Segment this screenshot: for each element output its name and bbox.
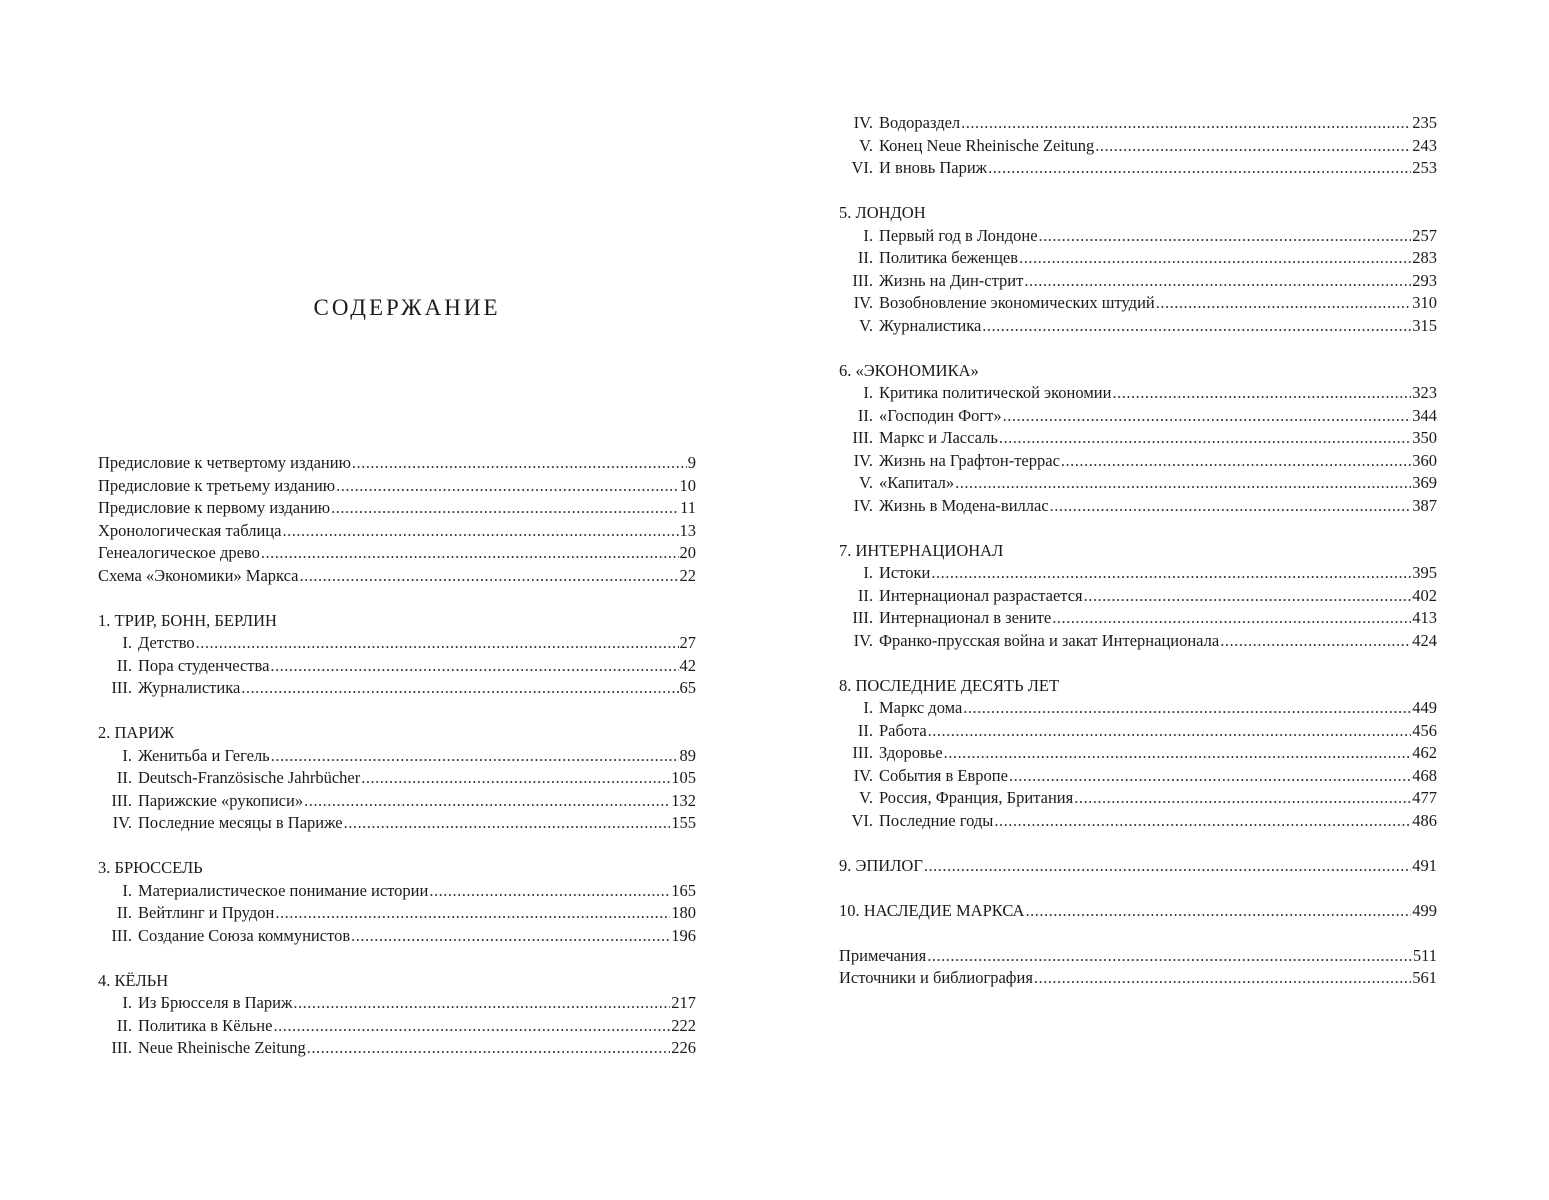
page-number: 222	[671, 1015, 696, 1035]
dot-leader	[1025, 900, 1411, 923]
toc-entry[interactable]	[839, 247, 1437, 270]
entry-label: Создание Союза коммунистов	[138, 925, 351, 945]
entry-label: Предисловие к первому изданию	[98, 498, 331, 517]
section-number: II.	[857, 248, 873, 267]
page-number: 369	[1412, 473, 1437, 492]
toc-entry[interactable]	[839, 315, 1437, 338]
dot-leader	[270, 655, 678, 678]
page-number: 468	[1412, 765, 1437, 785]
dot-leader	[1112, 382, 1411, 405]
entry-label: Материалистическое понимание истории	[138, 880, 429, 900]
dot-leader	[307, 1037, 671, 1060]
entry-label: Жизнь на Графтон-террас	[879, 450, 1060, 470]
dot-leader	[1156, 292, 1412, 315]
end-chapter-group	[839, 900, 1437, 923]
dot-leader	[927, 945, 1412, 968]
page-number: 42	[679, 655, 696, 675]
section-number: II.	[116, 1015, 132, 1035]
toc-entry[interactable]	[98, 812, 696, 835]
toc-entry[interactable]	[98, 677, 696, 700]
section-number: III.	[111, 1038, 132, 1057]
dot-leader	[1024, 270, 1411, 293]
page-title: СОДЕРЖАНИЕ	[313, 295, 501, 320]
page-number: 499	[1412, 900, 1437, 920]
section-number: III.	[852, 270, 873, 290]
dot-leader	[261, 542, 679, 565]
end-chapter-group	[839, 855, 1437, 878]
toc-entry[interactable]	[98, 925, 696, 948]
page-number: 13	[679, 520, 696, 540]
section-number: II.	[857, 720, 873, 740]
page-number: 9	[687, 453, 696, 472]
dot-leader	[275, 902, 670, 925]
dot-leader	[1084, 585, 1412, 608]
section-number: V.	[859, 315, 873, 335]
dot-leader	[241, 677, 678, 700]
section-number: IV.	[853, 630, 873, 650]
chapter-group	[839, 112, 1437, 180]
chapter-heading[interactable]: 8. ПОСЛЕДНИЕ ДЕСЯТЬ ЛЕТ	[839, 675, 1060, 695]
section-number: V.	[859, 473, 873, 492]
toc-entry[interactable]	[839, 157, 1437, 180]
section-number: IV.	[853, 293, 873, 312]
dot-leader	[293, 992, 670, 1015]
toc-entry[interactable]	[98, 992, 696, 1015]
entry-label: Из Брюсселя в Париж	[138, 993, 293, 1012]
toc-entry[interactable]	[98, 1037, 696, 1060]
dot-leader	[351, 925, 670, 948]
page-number: 395	[1412, 563, 1437, 582]
dot-leader	[999, 427, 1411, 450]
entry-label: Последние месяцы в Париже	[138, 813, 343, 832]
chapter-group	[839, 360, 1437, 518]
entry-label: Neue Rheinische Zeitung	[138, 1038, 306, 1057]
chapter-group	[839, 202, 1437, 337]
toc-entry[interactable]	[839, 900, 1437, 923]
entry-label: Deutsch-Französische Jahrbücher	[138, 768, 361, 787]
entry-label: Россия, Франция, Британия	[879, 788, 1074, 807]
entry-label: Политика беженцев	[879, 248, 1019, 267]
page-number: 315	[1412, 315, 1437, 335]
dot-leader	[994, 810, 1411, 833]
toc-entry[interactable]	[839, 382, 1437, 405]
toc-entry[interactable]	[839, 562, 1437, 585]
section-number: V.	[859, 788, 873, 807]
toc-entry[interactable]	[839, 270, 1437, 293]
page-number: 180	[671, 903, 696, 922]
page-number: 20	[679, 543, 696, 562]
chapter-heading[interactable]: 7. ИНТЕРНАЦИОНАЛ	[839, 540, 1004, 560]
toc-entry[interactable]	[839, 472, 1437, 495]
toc-entry[interactable]	[98, 745, 696, 768]
entry-label: «Господин Фогт»	[879, 405, 1002, 425]
page-number: 226	[671, 1038, 696, 1057]
page-number: 449	[1412, 698, 1437, 717]
section-number: IV.	[112, 813, 132, 832]
dot-leader	[1009, 765, 1411, 788]
page-number: 561	[1412, 968, 1437, 987]
back-matter-group	[839, 945, 1437, 990]
entry-label: Генеалогическое древо	[98, 543, 260, 562]
toc-entry[interactable]	[98, 520, 696, 543]
page-number: 511	[1412, 945, 1437, 965]
dot-leader	[1052, 607, 1411, 630]
toc-entry[interactable]	[839, 630, 1437, 653]
dot-leader	[1061, 450, 1411, 473]
toc-entry[interactable]	[839, 225, 1437, 248]
entry-label: События в Европе	[879, 765, 1008, 785]
toc-entry[interactable]	[98, 565, 696, 588]
section-number: II.	[857, 585, 873, 605]
section-number: IV.	[853, 113, 873, 132]
chapter-heading[interactable]: 5. ЛОНДОН	[839, 203, 926, 222]
section-number: III.	[111, 678, 132, 697]
entry-label: Источники и библиография	[839, 968, 1033, 987]
entry-label: Интернационал разрастается	[879, 585, 1083, 605]
dot-leader	[928, 720, 1412, 743]
section-number: I.	[863, 383, 873, 402]
toc-entry[interactable]	[839, 697, 1437, 720]
chapter-heading[interactable]: 4. КЁЛЬН	[98, 970, 169, 990]
entry-label: Возобновление экономических штудий	[879, 293, 1155, 312]
page-number: 310	[1412, 293, 1437, 312]
entry-label: Хронологическая таблица	[98, 520, 282, 540]
page-number: 217	[671, 993, 696, 1012]
section-number: I.	[122, 880, 132, 900]
toc-entry[interactable]	[98, 632, 696, 655]
section-number: VI.	[851, 158, 873, 177]
page-number: 424	[1412, 630, 1437, 650]
section-number: III.	[111, 925, 132, 945]
toc-entry[interactable]	[839, 810, 1437, 833]
dot-leader	[352, 452, 687, 475]
section-number: III.	[111, 790, 132, 810]
page-number: 491	[1412, 855, 1437, 875]
dot-leader	[361, 767, 670, 790]
page-number: 456	[1412, 720, 1437, 740]
entry-label: Примечания	[839, 945, 927, 965]
dot-leader	[304, 790, 670, 813]
entry-label: Франко-прусская война и закат Интернационала	[879, 630, 1220, 650]
section-number: I.	[122, 745, 132, 765]
page-number: 235	[1412, 113, 1437, 132]
page-number: 243	[1412, 135, 1437, 155]
entry-label: 9. ЭПИЛОГ	[839, 855, 923, 875]
toc-entry[interactable]	[98, 790, 696, 813]
dot-leader	[1095, 135, 1411, 158]
toc-entry[interactable]	[839, 450, 1437, 473]
dot-leader	[931, 562, 1411, 585]
toc-entry[interactable]	[839, 855, 1437, 878]
section-number: VI.	[851, 810, 873, 830]
section-number: II.	[116, 768, 132, 787]
chapter-heading[interactable]: 1. ТРИР, БОНН, БЕРЛИН	[98, 610, 277, 630]
dot-leader	[1074, 787, 1411, 810]
entry-label: Предисловие к третьему изданию	[98, 475, 336, 495]
dot-leader	[1039, 225, 1412, 248]
page-number: 11	[680, 498, 696, 517]
section-number: III.	[852, 428, 873, 447]
toc-entry[interactable]	[98, 542, 696, 565]
page-number: 132	[671, 790, 696, 810]
dot-leader	[196, 632, 679, 655]
dot-leader	[282, 520, 678, 543]
dot-leader	[1220, 630, 1411, 653]
entry-label: Парижские «рукописи»	[138, 790, 304, 810]
toc-entry[interactable]	[839, 945, 1437, 968]
page-number: 65	[679, 678, 696, 697]
toc-entry[interactable]	[839, 585, 1437, 608]
page-number: 105	[671, 768, 696, 787]
section-number: I.	[122, 993, 132, 1012]
page-number: 89	[679, 745, 696, 765]
entry-label: Женитьба и Гегель	[138, 745, 270, 765]
page-number: 387	[1412, 495, 1437, 515]
dot-leader	[961, 112, 1411, 135]
toc-entry[interactable]	[839, 742, 1437, 765]
toc-entry[interactable]	[839, 405, 1437, 428]
toc-entry[interactable]	[98, 767, 696, 790]
page-number: 257	[1412, 225, 1437, 245]
page-number: 486	[1412, 810, 1437, 830]
section-number: I.	[863, 563, 873, 582]
dot-leader	[331, 497, 679, 520]
dot-leader	[963, 697, 1411, 720]
chapter-group	[839, 540, 1437, 653]
page-number: 477	[1412, 788, 1437, 807]
entry-label: Критика политической экономии	[879, 383, 1112, 402]
entry-label: Истоки	[879, 563, 931, 582]
chapter-group	[98, 857, 696, 947]
entry-label: Вейтлинг и Прудон	[138, 903, 275, 922]
section-number: III.	[852, 608, 873, 627]
entry-label: Жизнь в Модена-виллас	[879, 495, 1049, 515]
section-number: IV.	[853, 765, 873, 785]
dot-leader	[271, 745, 679, 768]
entry-label: Политика в Кёльне	[138, 1015, 273, 1035]
dot-leader	[1003, 405, 1412, 428]
chapter-group	[98, 722, 696, 835]
toc-entry[interactable]	[839, 607, 1437, 630]
front-matter-group	[98, 452, 696, 587]
toc-entry[interactable]	[98, 497, 696, 520]
dot-leader	[1034, 967, 1411, 990]
page-number: 196	[671, 925, 696, 945]
page-number: 323	[1412, 383, 1437, 402]
page-number: 253	[1412, 158, 1437, 177]
entry-label: Детство	[138, 633, 195, 652]
toc-left-list	[98, 452, 696, 1082]
toc-entry[interactable]	[98, 1015, 696, 1038]
entry-label: Жизнь на Дин-стрит	[879, 270, 1024, 290]
entry-label: Первый год в Лондоне	[879, 225, 1038, 245]
toc-entry[interactable]	[98, 655, 696, 678]
toc-entry[interactable]	[839, 427, 1437, 450]
chapter-heading[interactable]: 6. «ЭКОНОМИКА»	[839, 360, 979, 380]
page-number: 22	[679, 565, 696, 585]
dot-leader	[944, 742, 1412, 765]
toc-entry[interactable]	[839, 495, 1437, 518]
dot-leader	[924, 855, 1411, 878]
entry-label: Последние годы	[879, 810, 994, 830]
toc-entry[interactable]	[98, 880, 696, 903]
page-number: 283	[1412, 248, 1437, 267]
entry-label: «Капитал»	[879, 473, 955, 492]
entry-label: 10. НАСЛЕДИЕ МАРКСА	[839, 900, 1025, 920]
dot-leader	[982, 315, 1411, 338]
entry-label: Водораздел	[879, 113, 961, 132]
page-number: 165	[671, 880, 696, 900]
section-number: II.	[116, 655, 132, 675]
right-page	[839, 112, 1437, 1012]
toc-entry[interactable]	[98, 475, 696, 498]
entry-label: Маркс и Лассаль	[879, 428, 998, 447]
toc-entry[interactable]	[839, 292, 1437, 315]
entry-label: И вновь Париж	[879, 158, 988, 177]
dot-leader	[299, 565, 678, 588]
dot-leader	[344, 812, 671, 835]
entry-label: Журналистика	[879, 315, 982, 335]
entry-label: Предисловие к четвертому изданию	[98, 453, 351, 472]
chapter-heading[interactable]: 2. ПАРИЖ	[98, 723, 175, 742]
page-number: 155	[671, 813, 696, 832]
page-number: 413	[1412, 608, 1437, 627]
toc-entry[interactable]	[839, 135, 1437, 158]
page-number: 402	[1412, 585, 1437, 605]
toc-entry[interactable]	[839, 112, 1437, 135]
toc-entry[interactable]	[839, 720, 1437, 743]
dot-leader	[955, 472, 1411, 495]
section-number: V.	[859, 135, 873, 155]
toc-entry[interactable]	[98, 902, 696, 925]
page-number: 27	[679, 633, 696, 652]
dot-leader	[1019, 247, 1411, 270]
entry-label: Здоровье	[879, 743, 943, 762]
section-number: IV.	[853, 495, 873, 515]
entry-label: Работа	[879, 720, 927, 740]
page-number: 360	[1412, 450, 1437, 470]
page-number: 10	[679, 475, 696, 495]
page-number: 344	[1412, 405, 1437, 425]
toc-entry[interactable]	[839, 787, 1437, 810]
dot-leader	[336, 475, 678, 498]
section-number: III.	[852, 743, 873, 762]
chapter-group	[98, 610, 696, 700]
section-number: II.	[116, 903, 132, 922]
section-number: I.	[122, 633, 132, 652]
chapter-heading[interactable]: 3. БРЮССЕЛЬ	[98, 858, 203, 877]
dot-leader	[273, 1015, 670, 1038]
entry-label: Журналистика	[138, 678, 241, 697]
section-number: IV.	[853, 450, 873, 470]
entry-label: Маркс дома	[879, 698, 963, 717]
dot-leader	[429, 880, 670, 903]
page-number: 350	[1412, 428, 1437, 447]
dot-leader	[1050, 495, 1412, 518]
toc-right-list	[839, 112, 1437, 990]
entry-label: Интернационал в зените	[879, 608, 1052, 627]
entry-label: Пора студенчества	[138, 655, 270, 675]
page-number: 293	[1412, 270, 1437, 290]
chapter-group	[98, 970, 696, 1060]
section-number: II.	[857, 405, 873, 425]
toc-entry[interactable]	[98, 452, 696, 475]
section-number: I.	[863, 225, 873, 245]
chapter-group	[839, 675, 1437, 833]
section-number: I.	[863, 698, 873, 717]
page-number: 462	[1412, 743, 1437, 762]
entry-label: Схема «Экономики» Маркса	[98, 565, 299, 585]
toc-entry[interactable]	[839, 765, 1437, 788]
entry-label: Конец Neue Rheinische Zeitung	[879, 135, 1095, 155]
dot-leader	[988, 157, 1411, 180]
toc-entry[interactable]	[839, 967, 1437, 990]
